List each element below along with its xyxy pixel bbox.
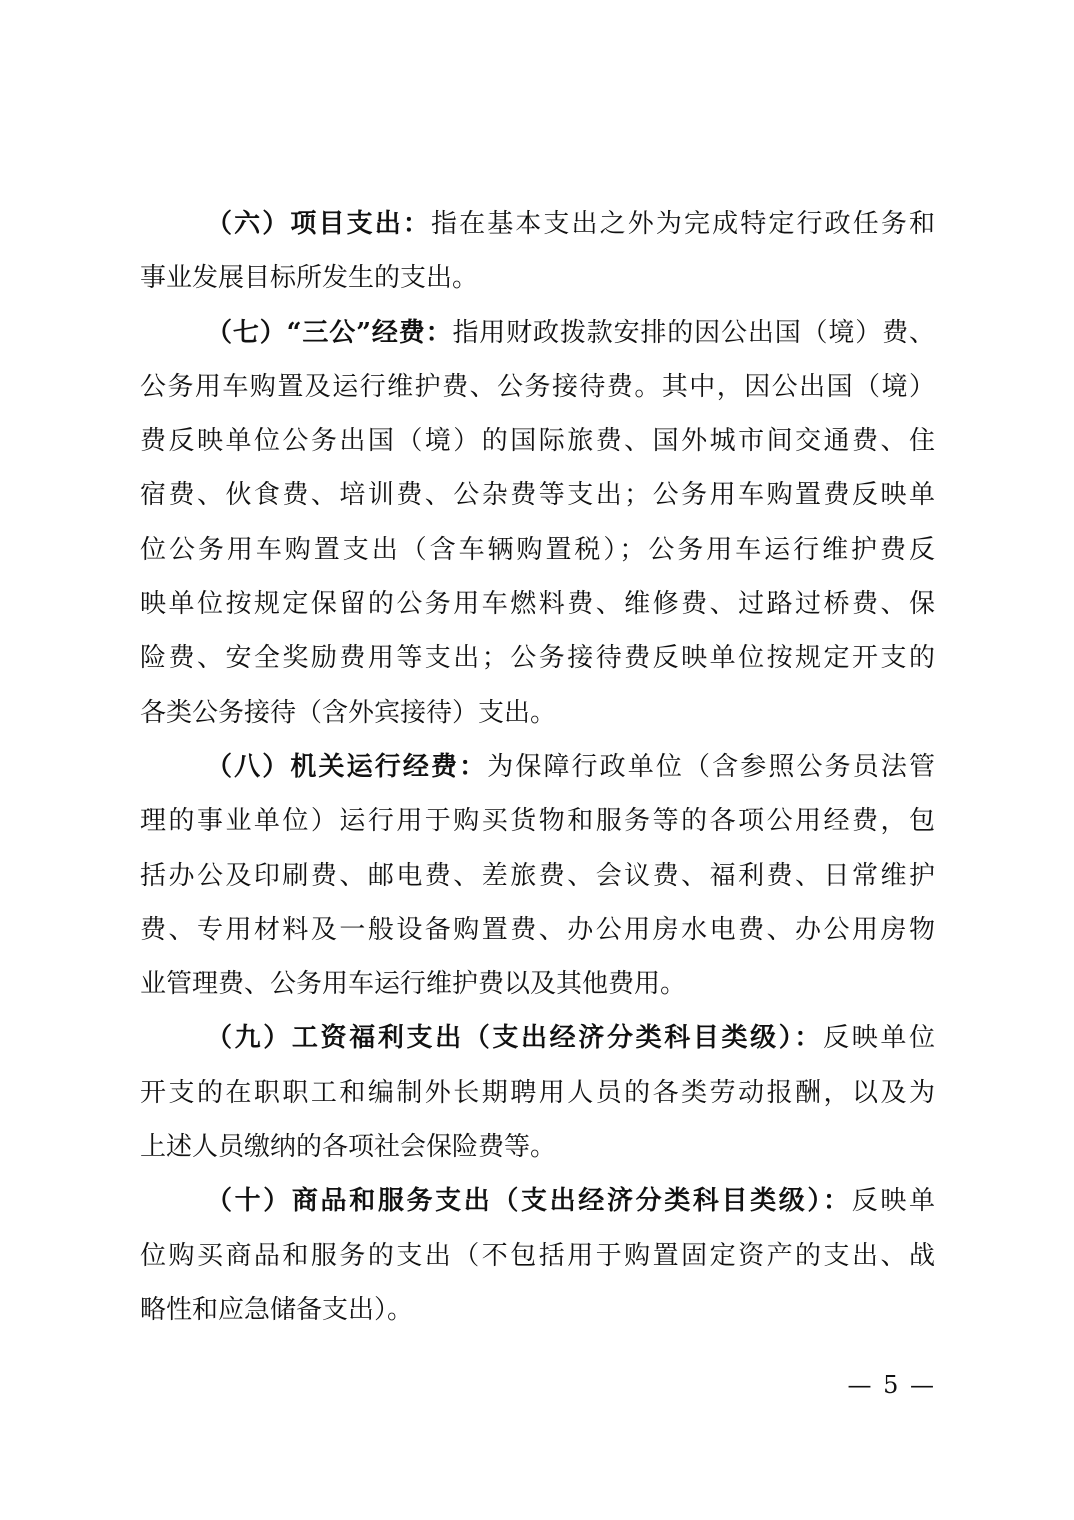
text-line: [140, 1073, 935, 1127]
line-text: 反映单位: [823, 1023, 935, 1054]
text-line: [140, 964, 935, 1018]
text-line: [140, 1018, 935, 1072]
text-line: [140, 856, 935, 910]
text-line: [140, 1236, 935, 1290]
paragraph-heading: （十）商品和服务支出（支出经济分类科目类级）：: [206, 1186, 852, 1217]
line-text: 上述人员缴纳的各项社会保险费等。: [140, 1132, 557, 1163]
paragraph: [140, 1181, 935, 1344]
text-line: [140, 258, 935, 312]
document-body: [140, 204, 935, 1344]
line-text: 费、专用材料及一般设备购置费、办公用房水电费、办公用房物: [140, 914, 935, 945]
text-line: [140, 1127, 935, 1181]
paragraph-heading: （六）项目支出：: [206, 209, 431, 239]
text-line: [140, 910, 935, 964]
line-text: 业管理费、公务用车运行维护费以及其他费用。: [140, 969, 687, 1000]
line-text: 指在基本支出之外为完成特定行政任务和: [430, 209, 935, 239]
text-line: [140, 584, 935, 638]
text-line: [140, 530, 935, 584]
line-text: 映单位按规定保留的公务用车燃料费、维修费、过路过桥费、保: [140, 589, 935, 620]
line-text: 位购买商品和服务的支出（不包括用于购置固定资产的支出、战: [140, 1240, 935, 1271]
text-line: [140, 313, 935, 367]
paragraph-heading: （九）工资福利支出（支出经济分类科目类级）：: [206, 1023, 824, 1054]
line-text: 略性和应急储备支出）。: [140, 1294, 414, 1325]
text-line: [140, 204, 935, 258]
text-line: [140, 367, 935, 421]
text-line: [140, 638, 935, 692]
text-line: [140, 801, 935, 855]
line-text: 公务用车购置及运行维护费、公务接待费。其中，因公出国（境）: [140, 371, 935, 402]
line-text: 指用财政拨款安排的因公出国（境）费、: [452, 317, 935, 348]
paragraph-heading: （七）“三公”经费：: [206, 317, 453, 348]
text-line: [140, 1181, 935, 1235]
paragraph: [140, 747, 935, 1018]
line-text: 事业发展目标所发生的支出。: [140, 263, 479, 294]
line-text: 宿费、伙食费、培训费、公杂费等支出；公务用车购置费反映单: [140, 480, 935, 511]
paragraph-heading: （八）机关运行经费：: [206, 751, 488, 782]
text-line: [140, 1290, 935, 1344]
paragraph: [140, 1018, 935, 1181]
line-text: 各类公务接待（含外宾接待）支出。: [140, 697, 557, 728]
text-line: [140, 475, 935, 529]
line-text: 理的事业单位）运行用于购买货物和服务等的各项公用经费，包: [140, 806, 935, 837]
paragraph: [140, 313, 935, 747]
page-number: — 5 —: [847, 1371, 936, 1399]
text-line: [140, 693, 935, 747]
line-text: 为保障行政单位（含参照公务员法管: [487, 751, 935, 782]
text-line: [140, 421, 935, 475]
line-text: 位公务用车购置支出（含车辆购置税）；公务用车运行维护费反: [140, 534, 935, 565]
line-text: 反映单: [851, 1186, 935, 1217]
paragraph: [140, 204, 935, 313]
line-text: 险费、安全奖励费用等支出；公务接待费反映单位按规定开支的: [140, 643, 935, 674]
line-text: 括办公及印刷费、邮电费、差旅费、会议费、福利费、日常维护: [140, 860, 935, 891]
text-line: [140, 747, 935, 801]
line-text: 开支的在职职工和编制外长期聘用人员的各类劳动报酬，以及为: [140, 1077, 935, 1108]
line-text: 费反映单位公务出国（境）的国际旅费、国外城市间交通费、住: [140, 426, 935, 457]
